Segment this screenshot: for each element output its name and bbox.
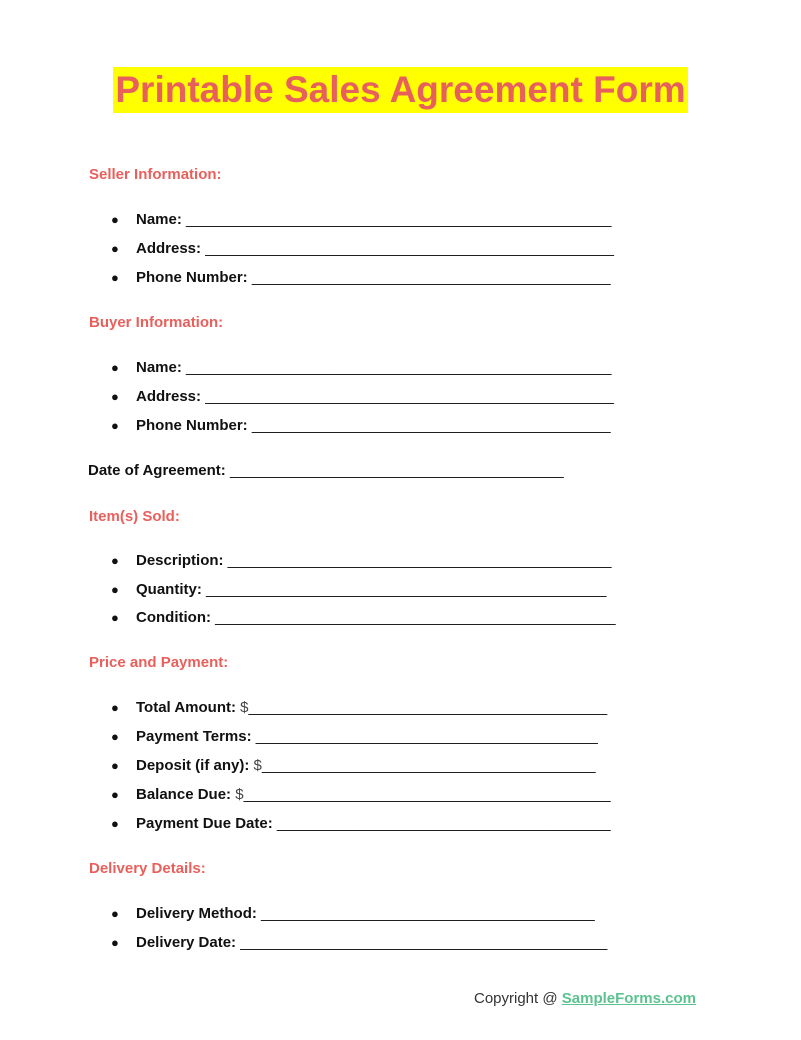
blank-line[interactable]: ___________________________________________________	[181, 359, 612, 376]
blank-line[interactable]: ___________________________________________	[247, 417, 611, 434]
field-date-of-agreement[interactable]	[88, 462, 564, 479]
bullet-icon: ●	[111, 389, 119, 404]
blank-line[interactable]: ________________________________________________	[210, 609, 616, 626]
field-condition[interactable]	[111, 609, 616, 626]
field-label: Date of Agreement:	[88, 462, 226, 479]
bullet-icon: ●	[111, 212, 119, 227]
bullet-icon: ●	[111, 241, 119, 256]
section-heading-buyer: Buyer Information:	[89, 314, 224, 331]
field-description[interactable]	[111, 552, 611, 569]
field-seller-name[interactable]	[111, 211, 611, 228]
field-label: Phone Number:	[136, 269, 248, 286]
bullet-icon: ●	[111, 418, 119, 433]
section-heading-price-payment: Price and Payment:	[89, 654, 229, 671]
field-label: Total Amount:	[136, 699, 236, 716]
blank-line[interactable]: ___________________________________________________	[181, 211, 612, 228]
field-total-amount[interactable]	[111, 699, 607, 716]
field-label: Condition:	[136, 609, 211, 626]
bullet-icon: ●	[111, 816, 119, 831]
field-buyer-name[interactable]	[111, 359, 611, 376]
bullet-icon: ●	[111, 700, 119, 715]
field-label: Address:	[136, 388, 202, 405]
field-label: Payment Due Date:	[136, 815, 273, 832]
bullet-icon: ●	[111, 553, 119, 568]
bullet-icon: ●	[111, 758, 119, 773]
copyright-footer	[474, 990, 696, 1007]
bullet-icon: ●	[111, 935, 119, 950]
blank-line[interactable]: ______________________________________________	[223, 552, 612, 569]
copyright-text: Copyright @	[474, 990, 562, 1007]
blank-line[interactable]: ________________________________________	[225, 462, 564, 479]
section-heading-seller: Seller Information:	[89, 166, 222, 183]
field-balance-due[interactable]	[111, 786, 611, 803]
field-label: Balance Due:	[136, 786, 232, 803]
field-label: Name:	[136, 359, 182, 376]
field-label: Delivery Date:	[136, 934, 237, 951]
field-buyer-phone[interactable]	[111, 417, 611, 434]
section-heading-items-sold: Item(s) Sold:	[89, 508, 180, 525]
page-title: Printable Sales Agreement Form	[113, 67, 687, 113]
bullet-icon: ●	[111, 360, 119, 375]
field-delivery-date[interactable]	[111, 934, 607, 951]
blank-line[interactable]: ________________________________________	[272, 815, 611, 832]
dollar-sign: $	[235, 699, 249, 716]
bullet-icon: ●	[111, 729, 119, 744]
bullet-icon: ●	[111, 787, 119, 802]
field-label: Address:	[136, 240, 202, 257]
dollar-sign: $	[231, 786, 244, 803]
field-label: Delivery Method:	[136, 905, 257, 922]
field-delivery-method[interactable]	[111, 905, 595, 922]
field-label: Description:	[136, 552, 224, 569]
dollar-sign: $	[249, 757, 262, 774]
blank-line[interactable]: ____________________________________________	[243, 786, 611, 803]
field-payment-terms[interactable]	[111, 728, 598, 745]
field-payment-due-date[interactable]	[111, 815, 611, 832]
blank-line[interactable]: ________________________________________	[256, 905, 595, 922]
blank-line[interactable]: _________________________________________________	[201, 388, 614, 405]
field-quantity[interactable]	[111, 581, 606, 598]
blank-line[interactable]: ________________________________________________	[201, 581, 607, 598]
field-label: Deposit (if any):	[136, 757, 250, 774]
blank-line[interactable]: _________________________________________	[251, 728, 598, 745]
field-label: Name:	[136, 211, 182, 228]
field-deposit[interactable]	[111, 757, 596, 774]
blank-line[interactable]: ____________________________________________	[236, 934, 608, 951]
field-label: Quantity:	[136, 581, 202, 598]
bullet-icon: ●	[111, 582, 119, 597]
section-heading-delivery: Delivery Details:	[89, 860, 206, 877]
field-label: Payment Terms:	[136, 728, 252, 745]
blank-line[interactable]: ___________________________________________	[247, 269, 611, 286]
bullet-icon: ●	[111, 610, 119, 625]
bullet-icon: ●	[111, 270, 119, 285]
blank-line[interactable]: _________________________________________________	[201, 240, 614, 257]
field-label: Phone Number:	[136, 417, 248, 434]
blank-line[interactable]: ___________________________________________	[248, 699, 608, 716]
blank-line[interactable]: ________________________________________	[261, 757, 596, 774]
bullet-icon: ●	[111, 906, 119, 921]
field-buyer-address[interactable]	[111, 388, 614, 405]
sampleforms-link[interactable]: SampleForms.com	[561, 990, 696, 1007]
field-seller-phone[interactable]	[111, 269, 611, 286]
field-seller-address[interactable]	[111, 240, 614, 257]
